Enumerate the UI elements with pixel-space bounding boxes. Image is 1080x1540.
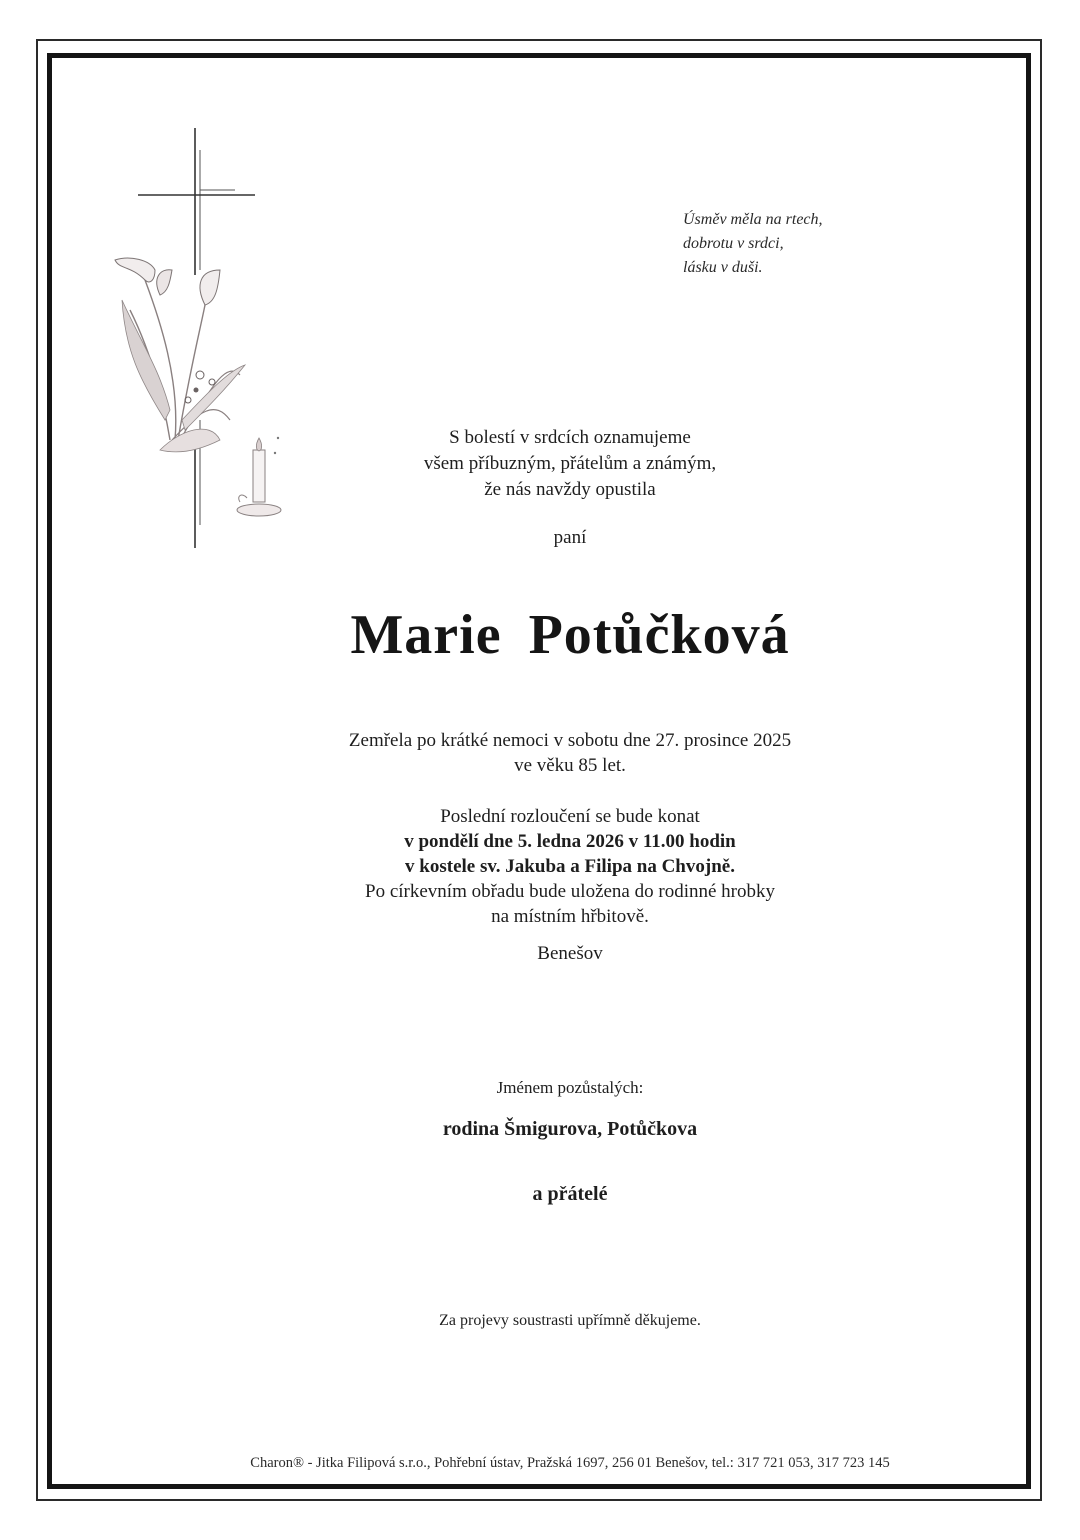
funeral-venue: v kostele sv. Jakuba a Filipa na Chvojně. xyxy=(405,856,735,877)
quote-line: lásku v duši. xyxy=(683,259,763,276)
intro-line: že nás navždy opustila xyxy=(484,479,656,500)
place-name: Benešov xyxy=(537,943,603,964)
funeral-home-footer: Charon® - Jitka Filipová s.r.o., Pohřební ústav, Pražská 1697, 256 01 Benešov, tel.: 317 721 053, 317 723 145 xyxy=(250,1455,890,1471)
death-line: Zemřela po krátké nemoci v sobotu dne 27. prosince 2025 xyxy=(348,730,792,751)
intro-line: S bolestí v srdcích oznamujeme xyxy=(449,427,691,448)
quote-line: Úsměv měla na rtech, xyxy=(683,211,823,228)
thanks-note: Za projevy soustrasti upřímně děkujeme. xyxy=(439,1312,701,1329)
mourners-friends: a přátelé xyxy=(532,1183,608,1205)
funeral-line: na místním hřbitově. xyxy=(491,906,649,927)
announcement-intro xyxy=(30,425,1080,503)
funeral-line: Poslední rozloučení se bude konat xyxy=(440,806,700,827)
intro-line: všem příbuzným, přátelům a známým, xyxy=(423,453,717,474)
deceased-name: Marie Potůčková xyxy=(350,604,790,666)
epigraph-quote xyxy=(683,208,823,280)
mourners-family: rodina Šmigurova, Potůčkova xyxy=(442,1118,698,1140)
death-details xyxy=(30,728,1080,778)
mourners-label: Jménem pozůstalých: xyxy=(496,1078,644,1097)
funeral-details xyxy=(30,804,1080,929)
death-line: ve věku 85 let. xyxy=(514,755,626,776)
quote-line: dobrotu v srdci, xyxy=(683,235,784,252)
salutation: paní xyxy=(553,527,587,548)
funeral-date: v pondělí dne 5. ledna 2026 v 11.00 hodin xyxy=(404,831,736,852)
funeral-line: Po církevním obřadu bude uložena do rodinné hrobky xyxy=(365,881,775,902)
